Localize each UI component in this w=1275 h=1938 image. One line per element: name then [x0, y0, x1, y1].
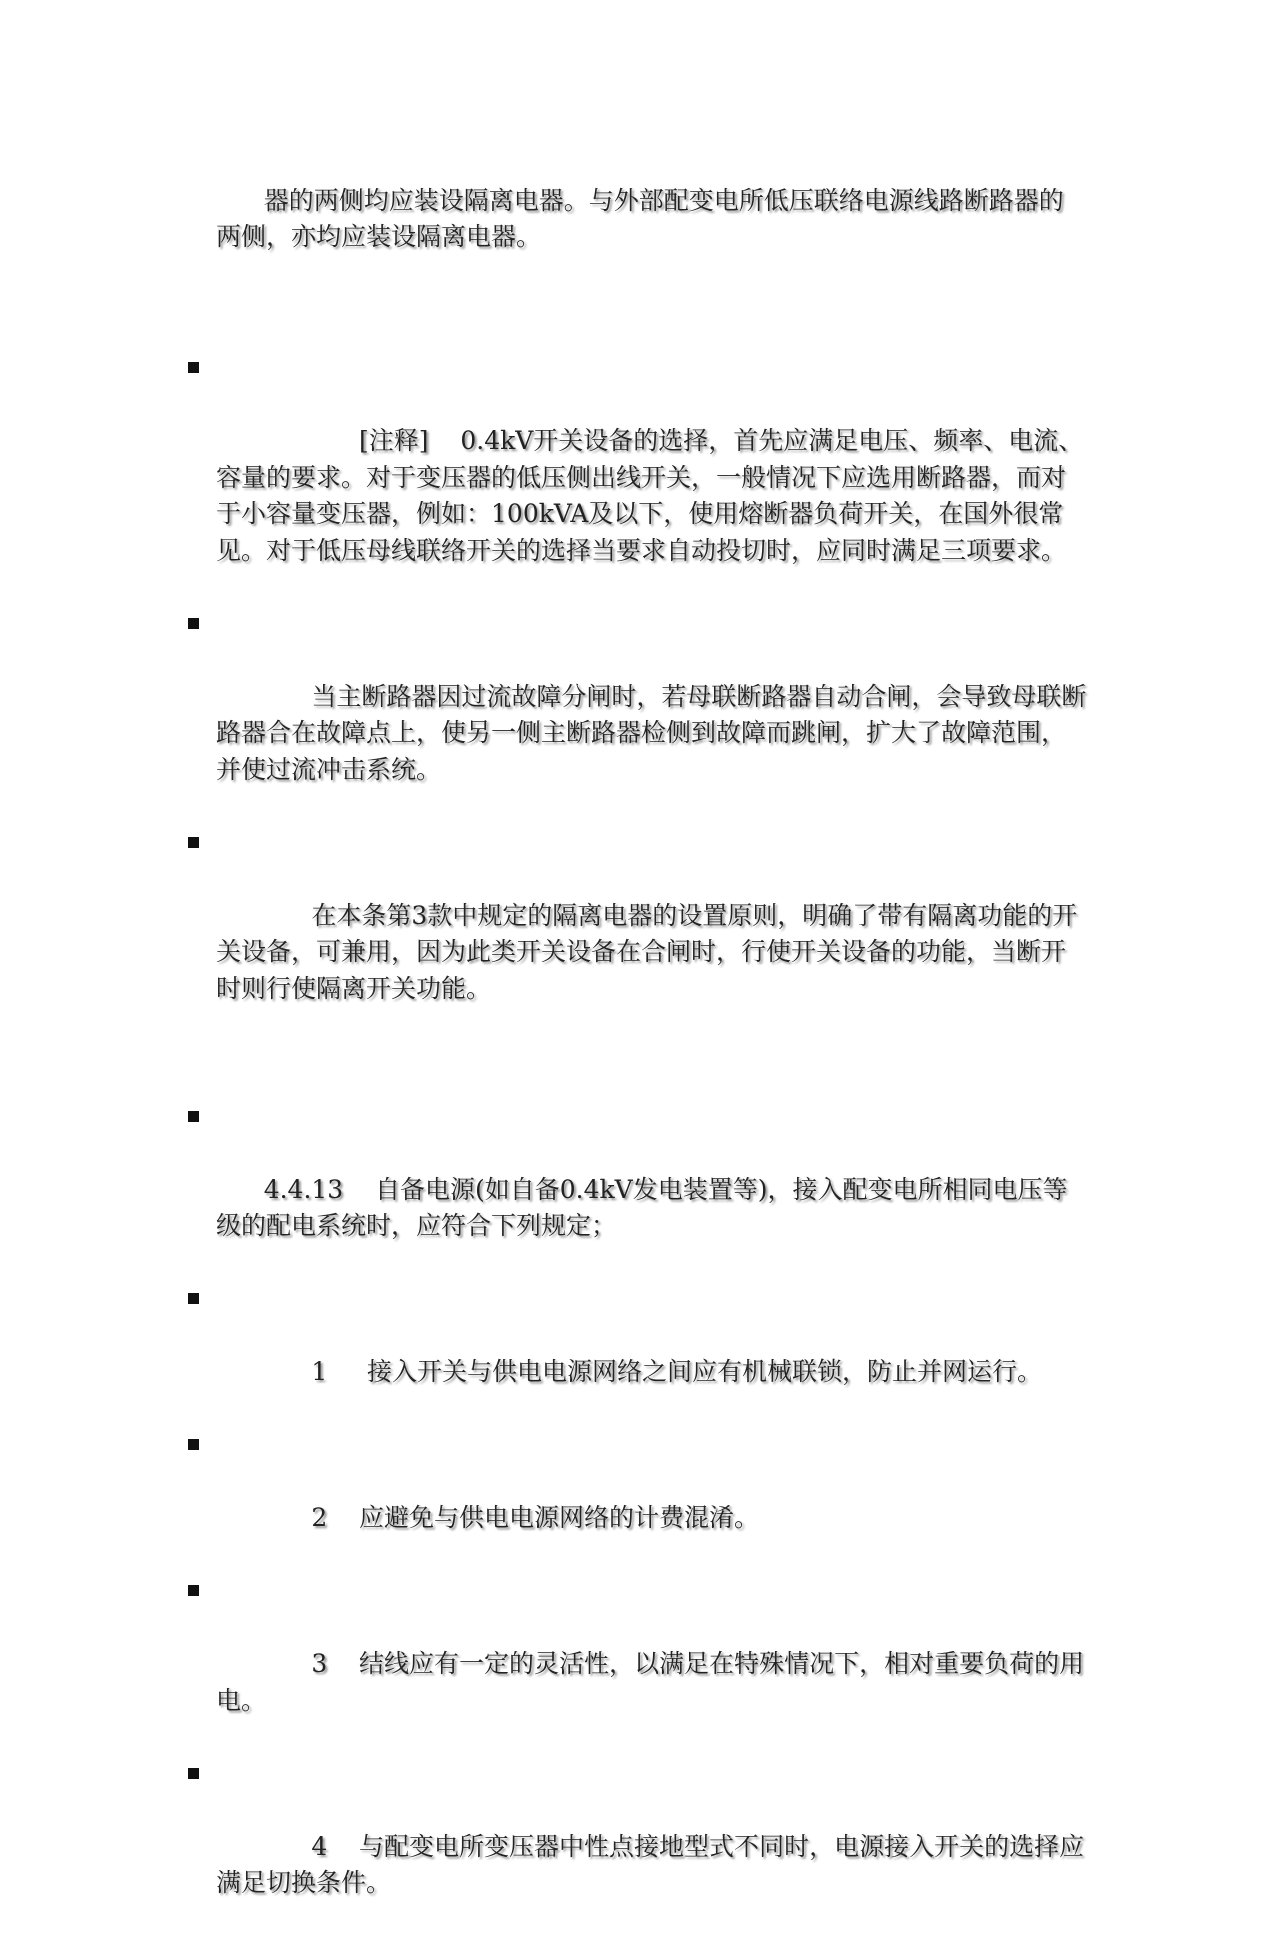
paragraph-text: [注释] 0.4kV开关设备的选择，首先应满足电压、频率、电流、容量的要求。对于变压器的低压侧出线开关，一般情况下应选用断路器，而对于小容量变压器，例如：100kVA及以下，使用熔断器负荷开关，在国外很常见。对于低压母线联络开关的选择当要求自动投切时，应同时满足三项要求。: [216, 426, 1083, 565]
square-bullet-icon: [188, 1111, 199, 1122]
list-item-note: [188, 350, 1088, 606]
list-item-isolation-principle: [188, 825, 1088, 1044]
square-bullet-icon: [188, 618, 199, 629]
paragraph-isolation-continued: [188, 146, 1088, 292]
list-item-rule-3: [188, 1573, 1088, 1756]
square-bullet-icon: [188, 1439, 199, 1450]
square-bullet-icon: [188, 362, 199, 373]
paragraph-text: 4.4.13 自备电源(如自备0.4kV发电装置等)，接入配变电所相同电压等级的配电系统时，应符合下列规定；: [216, 1175, 1067, 1241]
list-item-rule-4: [188, 1756, 1088, 1938]
square-bullet-icon: [188, 1768, 199, 1779]
paragraph-text: 在本条第3款中规定的隔离电器的设置原则，明确了带有隔离功能的开关设备，可兼用，因为此类开关设备在合闸时，行使开关设备的功能，当断开时则行使隔离开关功能。: [216, 901, 1077, 1003]
list-item-rule-2: [188, 1427, 1088, 1573]
square-bullet-icon: [188, 1585, 199, 1596]
square-bullet-icon: [188, 837, 199, 848]
paragraph-text: 1 接入开关与供电电源网络之间应有机械联锁，防止并网运行。: [264, 1357, 1042, 1386]
paragraph-gap: [188, 1044, 1088, 1099]
paragraph-gap: [188, 292, 1088, 350]
list-item-rule-1: [188, 1281, 1088, 1427]
paragraph-text: 器的两侧均应装设隔离电器。与外部配变电所低压联络电源线路断路器的两侧，亦均应装设隔离电器。: [216, 186, 1064, 252]
list-item-clause-4-4-13: [188, 1099, 1088, 1282]
list-item-main-breaker: [188, 606, 1088, 825]
document-body: [188, 146, 1088, 1938]
paragraph-text: 2 应避免与供电电源网络的计费混淆。: [264, 1503, 759, 1532]
paragraph-text: 当主断路器因过流故障分闸时，若母联断路器自动合闸，会导致母联断路器合在故障点上，使另一侧主断路器检侧到故障而跳闸，扩大了故障范围，并使过流冲击系统。: [216, 682, 1086, 784]
paragraph-text: 3 结线应有一定的灵活性，以满足在特殊情况下，相对重要负荷的用电。: [216, 1649, 1084, 1715]
paragraph-text: 4 与配变电所变压器中性点接地型式不同时，电源接入开关的选择应满足切换条件。: [216, 1832, 1084, 1898]
square-bullet-icon: [188, 1293, 199, 1304]
